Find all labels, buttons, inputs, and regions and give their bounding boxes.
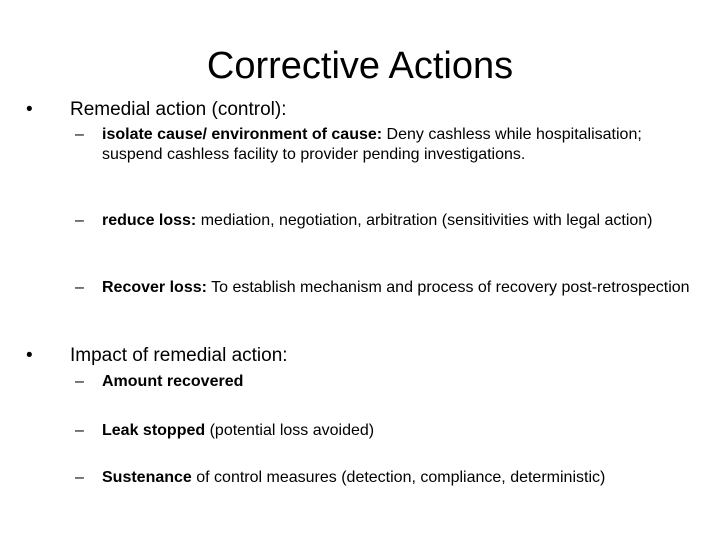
sub-item-recover-loss xyxy=(75,278,695,298)
sub-item-bold: Recover loss: xyxy=(102,279,207,296)
sub-item-body xyxy=(102,468,695,488)
sub-item-body xyxy=(102,211,695,231)
sub-item-body xyxy=(102,278,695,298)
bullet-glyph: • xyxy=(26,345,33,366)
sub-item-rest: (potential loss avoided) xyxy=(205,422,375,439)
bullet-impact-of-remedial-action xyxy=(26,344,288,368)
slide-title: Corrective Actions xyxy=(206,45,514,87)
sub-item-rest: Deny cashless while hospitalisation; suspend cashless facility to provider pending investigations. xyxy=(102,126,642,163)
dash-glyph: – xyxy=(75,373,84,390)
sub-item-amount-recovered xyxy=(75,372,695,392)
sub-item-body xyxy=(102,421,695,441)
sub-item-bold: reduce loss: xyxy=(102,212,197,229)
sub-item-isolate-cause xyxy=(75,125,695,165)
sub-item-bold: Leak stopped xyxy=(102,422,206,439)
sub-item-body xyxy=(102,125,695,165)
sub-item-bold: isolate cause/ environment of cause: xyxy=(102,126,383,143)
sub-item-reduce-loss xyxy=(75,211,695,231)
bullet-text: Remedial action (control): xyxy=(70,99,287,120)
sub-item-body xyxy=(102,372,695,392)
bullet-remedial-action xyxy=(26,98,286,122)
dash-glyph: – xyxy=(75,279,84,296)
sub-item-rest: mediation, negotiation, arbitration (sensitivities with legal action) xyxy=(196,212,653,229)
sub-item-sustenance xyxy=(75,468,695,488)
sub-item-bold: Sustenance xyxy=(102,469,192,486)
sub-item-rest: of control measures (detection, compliance, deterministic) xyxy=(191,469,606,486)
dash-glyph: – xyxy=(75,422,84,439)
bullet-text: Impact of remedial action: xyxy=(70,345,288,366)
dash-glyph: – xyxy=(75,126,84,143)
dash-glyph: – xyxy=(75,212,84,229)
sub-item-bold: Amount recovered xyxy=(102,373,244,390)
dash-glyph: – xyxy=(75,469,84,486)
sub-item-leak-stopped xyxy=(75,421,695,441)
bullet-glyph: • xyxy=(26,99,33,120)
sub-item-rest: To establish mechanism and process of recovery post-retrospection xyxy=(206,279,690,296)
